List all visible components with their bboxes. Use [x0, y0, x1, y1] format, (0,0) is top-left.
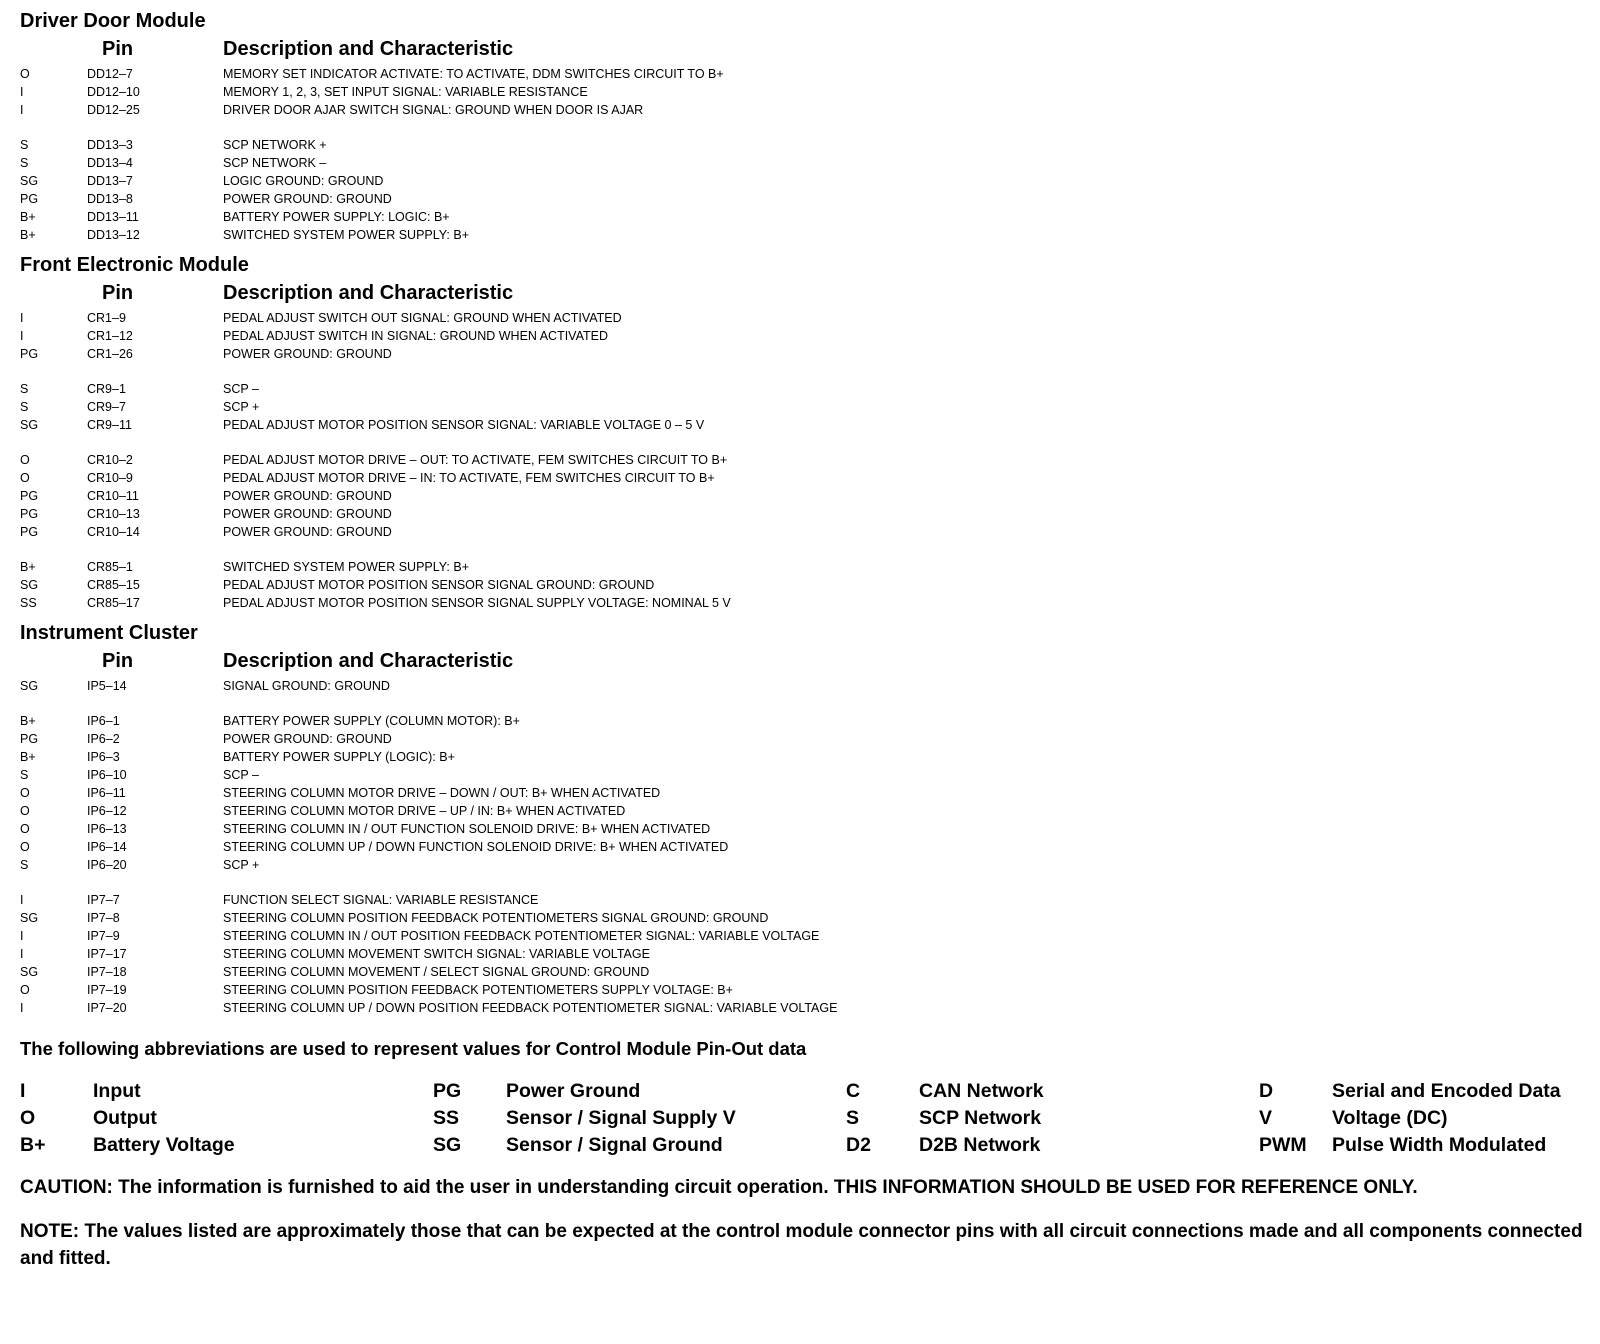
description-column-header: Description and Characteristic — [223, 38, 514, 60]
pin-type: I — [20, 103, 24, 117]
pin-description: DRIVER DOOR AJAR SWITCH SIGNAL: GROUND WHEN DOOR IS AJAR — [223, 103, 644, 117]
caution-text: CAUTION: The information is furnished to aid the user in understanding circuit operation. THIS INFORMATION SHOULD BE USED FOR REFERENCE ONLY. — [20, 1177, 1418, 1198]
pin-row — [20, 345, 1585, 363]
pin-id: IP6–10 — [87, 768, 127, 782]
pin-description: BATTERY POWER SUPPLY (COLUMN MOTOR): B+ — [223, 714, 520, 728]
pin-id: CR1–26 — [87, 347, 133, 361]
pin-id: DD13–12 — [87, 228, 140, 242]
pin-type: PG — [20, 732, 39, 746]
pin-description: SCP + — [223, 400, 260, 414]
pin-table — [20, 309, 1585, 612]
pin-table — [20, 65, 1585, 244]
column-header-row — [20, 278, 1585, 305]
module-sections — [20, 8, 1585, 1017]
pin-description: SWITCHED SYSTEM POWER SUPPLY: B+ — [223, 228, 469, 242]
pin-description: STEERING COLUMN MOVEMENT SWITCH SIGNAL: VARIABLE VOLTAGE — [223, 947, 650, 961]
pin-description: MEMORY SET INDICATOR ACTIVATE: TO ACTIVATE, DDM SWITCHES CIRCUIT TO B+ — [223, 67, 724, 81]
pin-row — [20, 416, 1585, 434]
pin-id: IP7–17 — [87, 947, 127, 961]
pin-description: STEERING COLUMN MOTOR DRIVE – DOWN / OUT: B+ WHEN ACTIVATED — [223, 786, 661, 800]
pin-row — [20, 594, 1585, 612]
pin-type: SS — [20, 596, 37, 610]
module-section — [20, 252, 1585, 612]
pin-type: SG — [20, 911, 39, 925]
pin-type: I — [20, 311, 24, 325]
pin-description: BATTERY POWER SUPPLY: LOGIC: B+ — [223, 210, 450, 224]
pin-type: O — [20, 453, 30, 467]
pin-id: CR85–1 — [87, 560, 133, 574]
pin-description: PEDAL ADJUST MOTOR DRIVE – OUT: TO ACTIVATE, FEM SWITCHES CIRCUIT TO B+ — [223, 453, 728, 467]
pin-description: BATTERY POWER SUPPLY (LOGIC): B+ — [223, 750, 455, 764]
pin-description: STEERING COLUMN POSITION FEEDBACK POTENTIOMETERS SIGNAL GROUND: GROUND — [223, 911, 769, 925]
pin-id: CR1–12 — [87, 329, 133, 343]
abbreviations-table — [20, 1078, 1585, 1159]
pin-id: DD13–4 — [87, 156, 133, 170]
pin-row — [20, 802, 1585, 820]
pin-description: MEMORY 1, 2, 3, SET INPUT SIGNAL: VARIABLE RESISTANCE — [223, 85, 588, 99]
pin-type: PG — [20, 525, 39, 539]
pin-row — [20, 523, 1585, 541]
pin-row — [20, 136, 1585, 154]
section-title: Front Electronic Module — [20, 254, 249, 276]
abbreviation-meaning: Battery Voltage — [93, 1134, 235, 1156]
pin-id: IP7–19 — [87, 983, 127, 997]
pin-row — [20, 505, 1585, 523]
pin-description: STEERING COLUMN UP / DOWN FUNCTION SOLENOID DRIVE: B+ WHEN ACTIVATED — [223, 840, 729, 854]
pin-row — [20, 101, 1585, 119]
module-section — [20, 620, 1585, 1017]
pin-id: IP7–18 — [87, 965, 127, 979]
pin-description: SCP – — [223, 768, 259, 782]
pin-description: STEERING COLUMN POSITION FEEDBACK POTENTIOMETERS SUPPLY VOLTAGE: B+ — [223, 983, 733, 997]
pin-type: B+ — [20, 560, 36, 574]
pin-type: I — [20, 893, 24, 907]
note-text: NOTE: The values listed are approximately those that can be expected at the control module connector pins with all circuit connections made and all components connected and fitted. — [20, 1221, 1583, 1269]
pin-id: IP6–20 — [87, 858, 127, 872]
pin-row — [20, 963, 1585, 981]
abbreviation-code: PG — [433, 1080, 462, 1102]
pin-id: DD13–8 — [87, 192, 133, 206]
section-title: Instrument Cluster — [20, 622, 198, 644]
pin-type: O — [20, 822, 30, 836]
pin-description: POWER GROUND: GROUND — [223, 732, 392, 746]
pin-row — [20, 469, 1585, 487]
pin-type: S — [20, 400, 29, 414]
pin-description: STEERING COLUMN IN / OUT FUNCTION SOLENOID DRIVE: B+ WHEN ACTIVATED — [223, 822, 711, 836]
connector-group — [20, 677, 1585, 695]
pin-description: PEDAL ADJUST SWITCH IN SIGNAL: GROUND WHEN ACTIVATED — [223, 329, 609, 343]
pin-id: CR85–15 — [87, 578, 140, 592]
pin-type: B+ — [20, 228, 36, 242]
pin-type: SG — [20, 578, 39, 592]
pin-row — [20, 891, 1585, 909]
pin-id: IP6–11 — [87, 786, 126, 800]
abbreviation-meaning: Sensor / Signal Supply V — [506, 1107, 736, 1129]
pin-type: I — [20, 947, 24, 961]
pin-description: PEDAL ADJUST SWITCH OUT SIGNAL: GROUND WHEN ACTIVATED — [223, 311, 622, 325]
pin-description: SCP NETWORK + — [223, 138, 327, 152]
pin-description: STEERING COLUMN MOVEMENT / SELECT SIGNAL GROUND: GROUND — [223, 965, 650, 979]
pin-id: CR9–11 — [87, 418, 132, 432]
pin-type: O — [20, 983, 30, 997]
description-column-header: Description and Characteristic — [223, 282, 514, 304]
pin-type: SG — [20, 679, 39, 693]
pin-description: STEERING COLUMN MOTOR DRIVE – UP / IN: B+ WHEN ACTIVATED — [223, 804, 626, 818]
pin-row — [20, 380, 1585, 398]
abbreviation-code: SG — [433, 1134, 462, 1156]
abbreviation-code: PWM — [1259, 1134, 1307, 1156]
pin-type: S — [20, 382, 29, 396]
pin-row — [20, 999, 1585, 1017]
abbreviation-meaning: Power Ground — [506, 1080, 641, 1102]
connector-group — [20, 891, 1585, 1017]
connector-group — [20, 380, 1585, 434]
pin-type: O — [20, 786, 30, 800]
pin-row — [20, 576, 1585, 594]
pin-description: PEDAL ADJUST MOTOR POSITION SENSOR SIGNAL: VARIABLE VOLTAGE 0 – 5 V — [223, 418, 705, 432]
abbreviation-meaning: Sensor / Signal Ground — [506, 1134, 723, 1156]
pin-row — [20, 730, 1585, 748]
abbreviation-code: O — [20, 1107, 36, 1129]
pin-row — [20, 927, 1585, 945]
pin-type: PG — [20, 192, 39, 206]
pin-row — [20, 65, 1585, 83]
pin-type: S — [20, 138, 29, 152]
connector-group — [20, 712, 1585, 874]
pin-row — [20, 558, 1585, 576]
pin-id: DD13–11 — [87, 210, 139, 224]
pin-type: I — [20, 1001, 24, 1015]
column-header-row — [20, 646, 1585, 673]
pin-id: IP7–7 — [87, 893, 120, 907]
pin-type: SG — [20, 174, 39, 188]
pin-id: IP6–12 — [87, 804, 127, 818]
pin-id: CR1–9 — [87, 311, 126, 325]
abbreviation-meaning: Pulse Width Modulated — [1332, 1134, 1547, 1156]
description-column-header: Description and Characteristic — [223, 650, 514, 672]
pin-id: CR10–11 — [87, 489, 139, 503]
pin-type: I — [20, 929, 24, 943]
pin-row — [20, 748, 1585, 766]
section-title: Driver Door Module — [20, 10, 206, 32]
pin-description: PEDAL ADJUST MOTOR POSITION SENSOR SIGNAL GROUND: GROUND — [223, 578, 655, 592]
pin-table — [20, 677, 1585, 1017]
abbreviation-meaning: Voltage (DC) — [1332, 1107, 1448, 1129]
pin-type: I — [20, 85, 24, 99]
pin-id: IP5–14 — [87, 679, 127, 693]
module-section — [20, 8, 1585, 244]
pinout-document — [20, 8, 1585, 1272]
pin-row — [20, 820, 1585, 838]
pin-id: CR10–14 — [87, 525, 140, 539]
pin-row — [20, 226, 1585, 244]
pin-id: CR10–9 — [87, 471, 133, 485]
pin-id: CR85–17 — [87, 596, 140, 610]
pin-id: CR10–2 — [87, 453, 133, 467]
pin-row — [20, 981, 1585, 999]
abbreviation-code: V — [1259, 1107, 1273, 1129]
pin-id: IP6–3 — [87, 750, 120, 764]
pin-row — [20, 677, 1585, 695]
pin-id: DD12–25 — [87, 103, 140, 117]
pin-row — [20, 838, 1585, 856]
abbreviation-code: D — [1259, 1080, 1274, 1102]
pin-description: STEERING COLUMN IN / OUT POSITION FEEDBACK POTENTIOMETER SIGNAL: VARIABLE VOLTAGE — [223, 929, 820, 943]
pin-type: S — [20, 858, 29, 872]
pin-id: CR10–13 — [87, 507, 140, 521]
connector-group — [20, 558, 1585, 612]
pin-description: SCP + — [223, 858, 260, 872]
pin-description: PEDAL ADJUST MOTOR DRIVE – IN: TO ACTIVATE, FEM SWITCHES CIRCUIT TO B+ — [223, 471, 715, 485]
pin-row — [20, 398, 1585, 416]
pin-description: SWITCHED SYSTEM POWER SUPPLY: B+ — [223, 560, 469, 574]
abbreviation-meaning: Input — [93, 1080, 141, 1102]
pin-id: IP7–9 — [87, 929, 120, 943]
abbreviation-code: C — [846, 1080, 861, 1102]
pin-column-header: Pin — [102, 282, 134, 304]
pin-description: POWER GROUND: GROUND — [223, 525, 392, 539]
pin-row — [20, 83, 1585, 101]
pin-row — [20, 154, 1585, 172]
pin-type: PG — [20, 347, 39, 361]
abbreviation-meaning: Output — [93, 1107, 157, 1129]
pin-id: DD13–3 — [87, 138, 133, 152]
abbreviation-meaning: CAN Network — [919, 1080, 1044, 1102]
pin-type: S — [20, 156, 29, 170]
pin-description: SIGNAL GROUND: GROUND — [223, 679, 390, 693]
pin-id: CR9–7 — [87, 400, 126, 414]
pin-id: IP6–2 — [87, 732, 120, 746]
abbreviation-meaning: Serial and Encoded Data — [1332, 1080, 1561, 1102]
pin-row — [20, 856, 1585, 874]
pin-type: O — [20, 471, 30, 485]
pin-description: STEERING COLUMN UP / DOWN POSITION FEEDBACK POTENTIOMETER SIGNAL: VARIABLE VOLTAGE — [223, 1001, 838, 1015]
pin-type: PG — [20, 507, 39, 521]
pin-id: IP6–1 — [87, 714, 120, 728]
abbreviation-code: B+ — [20, 1134, 46, 1156]
pin-type: B+ — [20, 714, 36, 728]
pin-description: SCP NETWORK – — [223, 156, 327, 170]
pin-row — [20, 327, 1585, 345]
pin-row — [20, 172, 1585, 190]
pin-type: O — [20, 840, 30, 854]
pin-row — [20, 784, 1585, 802]
pin-description: SCP – — [223, 382, 259, 396]
pin-id: IP6–13 — [87, 822, 127, 836]
connector-group — [20, 136, 1585, 244]
connector-group — [20, 309, 1585, 363]
abbreviation-meaning: SCP Network — [919, 1107, 1042, 1129]
pin-description: POWER GROUND: GROUND — [223, 507, 392, 521]
pin-id: DD13–7 — [87, 174, 133, 188]
pin-id: DD12–7 — [87, 67, 133, 81]
pin-description: LOGIC GROUND: GROUND — [223, 174, 384, 188]
pin-column-header: Pin — [102, 38, 134, 60]
abbreviation-code: D2 — [846, 1134, 871, 1156]
pin-id: IP6–14 — [87, 840, 127, 854]
pin-description: POWER GROUND: GROUND — [223, 192, 392, 206]
pin-row — [20, 945, 1585, 963]
abbreviations-heading: The following abbreviations are used to represent values for Control Module Pin-Out data — [20, 1038, 807, 1059]
pin-type: I — [20, 329, 24, 343]
abbreviation-code: S — [846, 1107, 860, 1129]
pin-description: PEDAL ADJUST MOTOR POSITION SENSOR SIGNAL SUPPLY VOLTAGE: NOMINAL 5 V — [223, 596, 731, 610]
pin-row — [20, 208, 1585, 226]
pin-type: PG — [20, 489, 39, 503]
abbreviation-meaning: D2B Network — [919, 1134, 1041, 1156]
column-header-row — [20, 34, 1585, 61]
connector-group — [20, 451, 1585, 541]
pin-type: O — [20, 67, 30, 81]
pin-type: SG — [20, 965, 39, 979]
pin-description: POWER GROUND: GROUND — [223, 347, 392, 361]
pin-description: FUNCTION SELECT SIGNAL: VARIABLE RESISTANCE — [223, 893, 539, 907]
pin-column-header: Pin — [102, 650, 134, 672]
pin-description: POWER GROUND: GROUND — [223, 489, 392, 503]
pin-id: IP7–8 — [87, 911, 120, 925]
abbreviation-code: I — [20, 1080, 26, 1102]
pin-id: IP7–20 — [87, 1001, 127, 1015]
pin-id: DD12–10 — [87, 85, 140, 99]
pin-row — [20, 451, 1585, 469]
connector-group — [20, 65, 1585, 119]
pin-row — [20, 712, 1585, 730]
pin-row — [20, 190, 1585, 208]
pin-row — [20, 487, 1585, 505]
abbreviation-code: SS — [433, 1107, 460, 1129]
pin-row — [20, 309, 1585, 327]
pin-id: CR9–1 — [87, 382, 126, 396]
pin-type: B+ — [20, 750, 36, 764]
pin-row — [20, 909, 1585, 927]
pin-type: SG — [20, 418, 39, 432]
pin-type: O — [20, 804, 30, 818]
pin-type: B+ — [20, 210, 36, 224]
pin-type: S — [20, 768, 29, 782]
pin-row — [20, 766, 1585, 784]
